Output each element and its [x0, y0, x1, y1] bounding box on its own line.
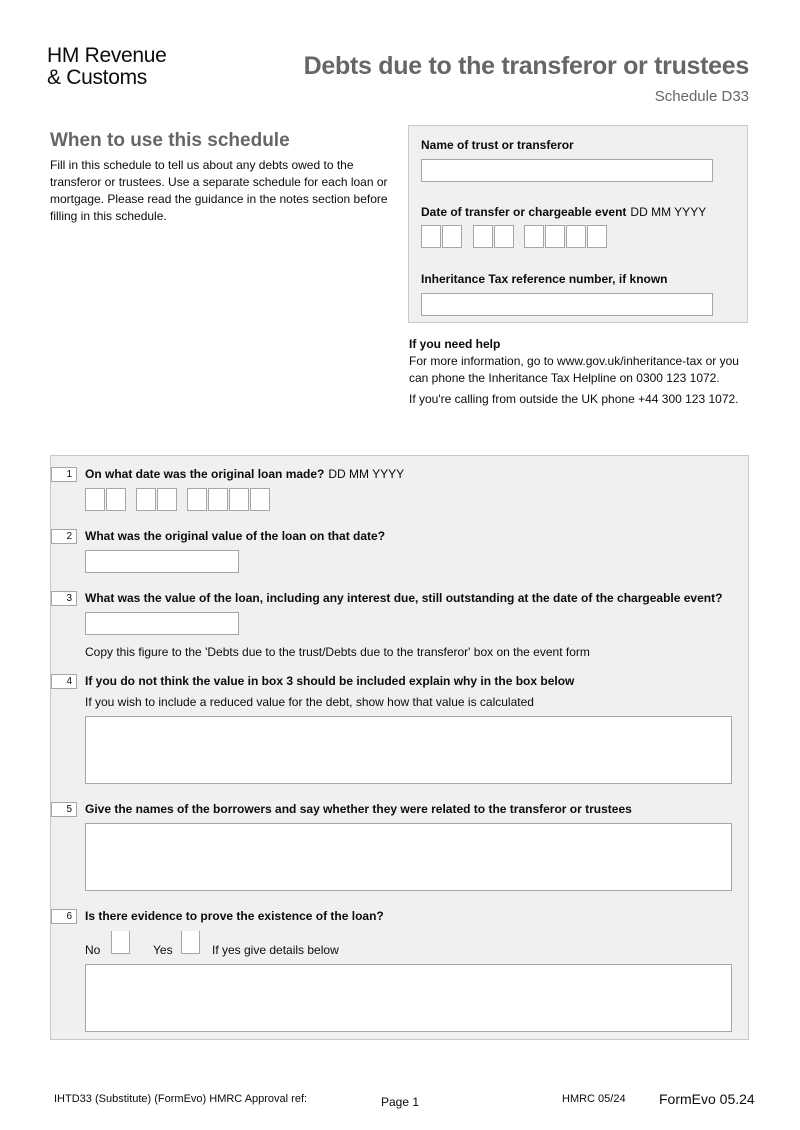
- date-label-text: Date of transfer or chargeable event: [421, 205, 627, 219]
- date-day-digit-2[interactable]: [442, 225, 462, 248]
- date-month-digit-1[interactable]: [473, 225, 493, 248]
- hmrc-logo: [47, 45, 167, 89]
- iht-reference-input[interactable]: [421, 293, 713, 316]
- logo-line-1: HM Revenue: [47, 44, 167, 67]
- question-2-text: What was the original value of the loan on that date?: [85, 529, 386, 543]
- questions-panel: [50, 455, 749, 1040]
- question-4-text: If you do not think the value in box 3 should be included explain why in the box below: [85, 674, 575, 688]
- date-year-digit-1[interactable]: [524, 225, 544, 248]
- trust-details-panel: [408, 125, 748, 323]
- loan-date-year-digit-3[interactable]: [229, 488, 249, 511]
- question-6-text: Is there evidence to prove the existence of the loan?: [85, 909, 384, 923]
- date-year-digit-3[interactable]: [566, 225, 586, 248]
- no-checkbox[interactable]: [111, 931, 130, 954]
- name-of-trust-input[interactable]: [421, 159, 713, 182]
- ref-label: Inheritance Tax reference number, if known: [421, 272, 668, 286]
- name-label: Name of trust or transferor: [421, 138, 574, 152]
- question-3-note: Copy this figure to the 'Debts due to the trust/Debts due to the transferor' box on the event form: [85, 645, 590, 659]
- date-day-digit-1[interactable]: [421, 225, 441, 248]
- loan-date-field: [85, 488, 285, 512]
- question-number-1: 1: [51, 467, 77, 482]
- loan-date-year-digit-2[interactable]: [208, 488, 228, 511]
- evidence-details-textarea[interactable]: [85, 964, 732, 1032]
- question-5-text: Give the names of the borrowers and say whether they were related to the transferor or trustees: [85, 802, 632, 816]
- loan-date-year-digit-1[interactable]: [187, 488, 207, 511]
- date-label: [421, 205, 706, 219]
- loan-date-year-digit-4[interactable]: [250, 488, 270, 511]
- help-section: [409, 336, 739, 412]
- question-1-text: [85, 467, 404, 481]
- original-loan-value-input[interactable]: [85, 550, 239, 573]
- intro-body: Fill in this schedule to tell us about any debts owed to the transferor or trustees. Use a separate schedule for each loan or mortgage. Please read the guidance in the notes section before filling in this schedule.: [50, 158, 388, 223]
- question-number-6: 6: [51, 909, 77, 924]
- question-number-3: 3: [51, 591, 77, 606]
- page-number: Page 1: [381, 1095, 420, 1109]
- help-heading: If you need help: [409, 337, 501, 351]
- loan-date-month-digit-1[interactable]: [136, 488, 156, 511]
- question-number-5: 5: [51, 802, 77, 817]
- help-text-2: If you're calling from outside the UK phone +44 300 123 1072.: [409, 392, 739, 406]
- yes-note: If yes give details below: [212, 943, 339, 957]
- schedule-code: Schedule D33: [654, 88, 749, 105]
- transfer-date-field: [421, 225, 621, 249]
- exclusion-reason-textarea[interactable]: [85, 716, 732, 784]
- logo-line-2: & Customs: [47, 66, 147, 89]
- date-format-hint: DD MM YYYY: [630, 205, 707, 219]
- loan-date-day-digit-2[interactable]: [106, 488, 126, 511]
- outstanding-loan-value-input[interactable]: [85, 612, 239, 635]
- date-year-digit-2[interactable]: [545, 225, 565, 248]
- question-4-note: If you wish to include a reduced value for the debt, show how that value is calculated: [85, 695, 534, 709]
- date-year-digit-4[interactable]: [587, 225, 607, 248]
- borrowers-textarea[interactable]: [85, 823, 732, 891]
- yes-label: Yes: [153, 943, 173, 957]
- no-label: No: [85, 943, 101, 957]
- help-text-1: For more information, go to www.gov.uk/inheritance-tax or you can phone the Inheritance Tax Helpline on 0300 123 1072.: [409, 354, 739, 385]
- page-title: Debts due to the transferor or trustees: [303, 52, 749, 80]
- question-number-4: 4: [51, 674, 77, 689]
- intro-heading: When to use this schedule: [50, 130, 290, 151]
- form-version: HMRC 05/24: [562, 1093, 626, 1105]
- formevo-version: FormEvo 05.24: [659, 1091, 755, 1107]
- question-1-label: On what date was the original loan made?: [85, 467, 325, 481]
- question-3-text: What was the value of the loan, including any interest due, still outstanding at the date of the chargeable event?: [85, 591, 723, 605]
- question-number-2: 2: [51, 529, 77, 544]
- loan-date-month-digit-2[interactable]: [157, 488, 177, 511]
- yes-checkbox[interactable]: [181, 931, 200, 954]
- question-1-hint: DD MM YYYY: [328, 467, 405, 481]
- loan-date-day-digit-1[interactable]: [85, 488, 105, 511]
- date-month-digit-2[interactable]: [494, 225, 514, 248]
- form-reference: IHTD33 (Substitute) (FormEvo) HMRC Approval ref:: [54, 1093, 308, 1105]
